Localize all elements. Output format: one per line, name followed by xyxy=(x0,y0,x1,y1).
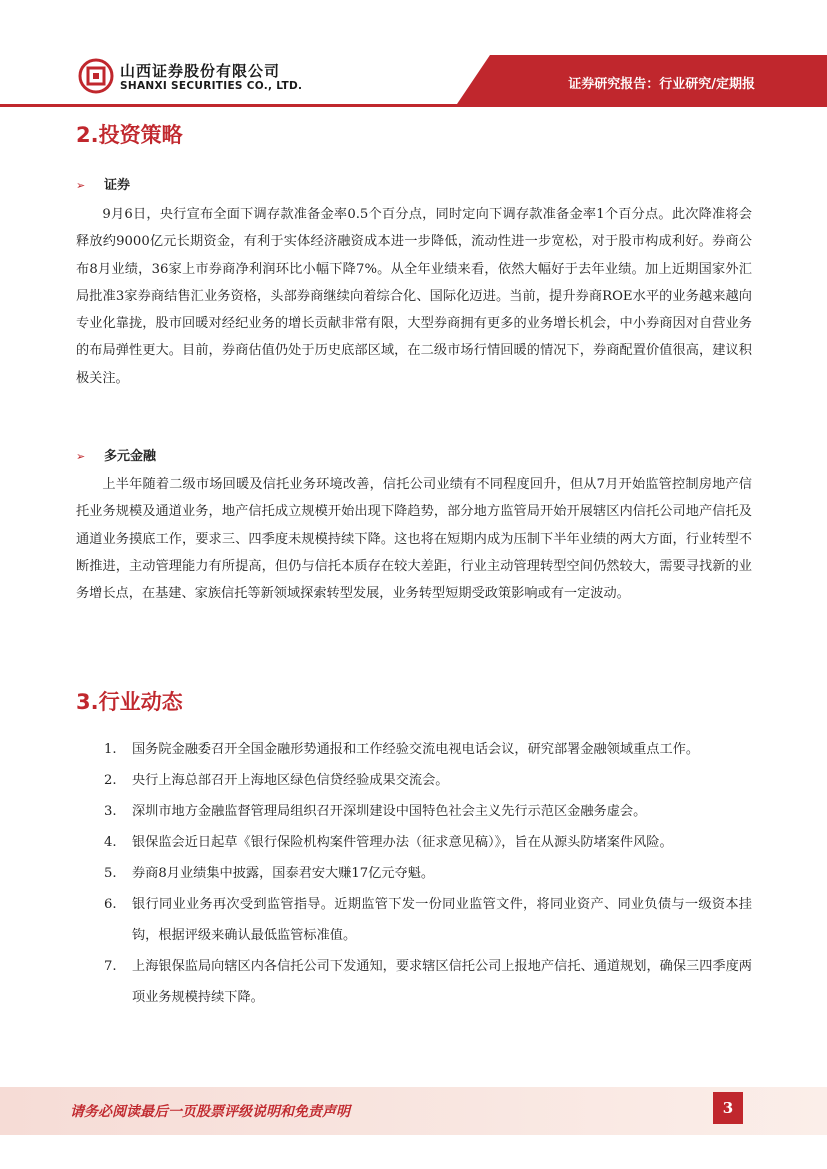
report-type: 证券研究报告：行业研究/定期报 xyxy=(568,77,755,92)
arrow-bullet-icon: ➢ xyxy=(76,450,86,463)
list-item: 6. 银行同业业务再次受到监管指导。近期监管下发一份同业监管文件，将同业资产、同业负债与一级资本挂钩，根据评级来确认最低监管标准值。 xyxy=(104,897,752,943)
diversified-finance-paragraph: 上半年随着二级市场回暖及信托业务环境改善，信托公司业绩有不同程度回升，但从7月开始监管控制房地产信托业务规模及通道业务，地产信托成立规模开始出现下降趋势，部分地方监管局开始开展辖区内信托公司地产信托及通道业务摸底工作，要求三、四季度未规模持续下降。这也将在短期内成为压制下半年业绩的两大方面，行业转型不断推进，主动管理能力有所提高，但仍与信托本质存在较大差距，行业主动管理转型空间仍然较大，需要寻找新的业务增长点，在基建、家族信托等新领域探索转型发展，业务转型短期受政策影响或有一定波动。 xyxy=(76,477,752,602)
disclaimer-notice: 请务必阅读最后一页股票评级说明和免责声明 xyxy=(70,1104,350,1120)
securities-paragraph: 9月6日，央行宣布全面下调存款准备金率0.5个百分点，同时定向下调存款准备金率1个百分点。此次降准将会释放约9000亿元长期资金，有利于实体经济融资成本进一步降低，流动性进一步宽松，对于股市构成利好。券商公布8月业绩，36家上市券商净利润环比小幅下降7%。从全年业绩来看，依然大幅好于去年业绩。加上近期国家外汇局批准3家券商结售汇业务资格，头部券商继续向着综合化、国际化迈进。当前，提升券商ROE水平的业务越来越向专业化靠拢，股市回暖对经纪业务的增长贡献非常有限，大型券商拥有更多的业务增长机会，中小券商因对自营业务的布局弹性更大。目前，券商估值仍处于历史底部区域，在二级市场行情回暖的情况下，券商配置价值很高，建议积极关注。 xyxy=(76,207,752,386)
list-item: 5. 券商8月业绩集中披露，国泰君安大赚17亿元夺魁。 xyxy=(104,866,435,881)
section-3-title: 3.行业动态 xyxy=(76,690,183,714)
list-item: 4. 银保监会近日起草《银行保险机构案件管理办法（征求意见稿）》，旨在从源头防堵案件风险。 xyxy=(104,835,673,850)
list-item: 1. 国务院金融委召开全国金融形势通报和工作经验交流电视电话会议，研究部署金融领域重点工作。 xyxy=(104,742,700,757)
subsection-securities-heading xyxy=(76,174,130,193)
list-item: 3. 深圳市地方金融监督管理局组织召开深圳建设中国特色社会主义先行示范区金融务虚会。 xyxy=(104,804,647,819)
page-header xyxy=(0,0,827,110)
section-2-title: 2.投资策略 xyxy=(76,123,183,147)
company-name-en: SHANXI SECURITIES CO., LTD. xyxy=(120,80,303,92)
subsection-securities-title: 证券 xyxy=(104,178,131,193)
subsection-diversified-finance-heading xyxy=(76,445,156,464)
subsection-diversified-finance-title: 多元金融 xyxy=(104,449,157,464)
company-logo-icon xyxy=(78,58,114,94)
company-name-cn: 山西证券股份有限公司 xyxy=(120,62,281,80)
page-number: 3 xyxy=(713,1092,743,1124)
industry-news-list xyxy=(76,734,752,1013)
list-item: 2. 央行上海总部召开上海地区绿色信贷经验成果交流会。 xyxy=(104,773,449,788)
list-item: 7. 上海银保监局向辖区内各信托公司下发通知，要求辖区信托公司上报地产信托、通道规划，确保三四季度两项业务规模持续下降。 xyxy=(104,959,752,1005)
arrow-bullet-icon: ➢ xyxy=(76,179,86,192)
